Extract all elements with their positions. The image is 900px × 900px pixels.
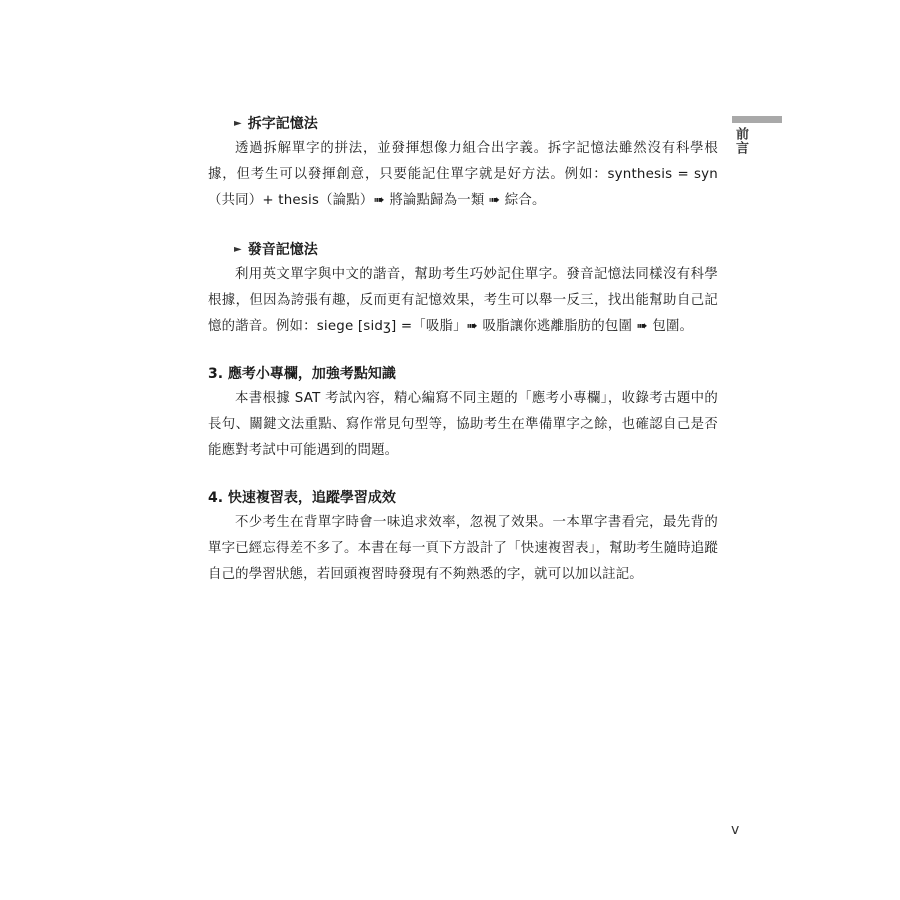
column-section-heading: 3. 應考小專欄，加強考點知識 [208,366,396,382]
sound-method-heading [234,238,718,262]
review-section-heading: 4. 快速複習表，追蹤學習成效 [208,490,396,506]
split-method-heading-text: 拆字記憶法 [247,116,318,132]
triangle-bullet-icon: ► [234,244,242,255]
split-method-heading [234,112,718,136]
split-method-paragraph: 透過拆解單字的拼法，並發揮想像力組合出字義。拆字記憶法雖然沒有科學根據，但考生可以發揮創意，只要能記住單字就是好方法。例如：synthesis = syn（共同）+ thesis（論點）➠ 將論點歸為一類 ➠ 綜合。 [208,141,718,208]
chapter-tab-bar [732,116,782,123]
sound-method-paragraph: 利用英文單字與中文的諧音，幫助考生巧妙記住單字。發音記憶法同樣沒有科學根據，但因為誇張有趣，反而更有記憶效果，考生可以舉一反三，找出能幫助自己記憶的諧音。例如：siege [sidʒ] =「吸脂」➠ 吸脂讓你逃離脂肪的包圍 ➠ 包圍。 [208,267,718,334]
review-section-paragraph: 不少考生在背單字時會一味追求效率，忽視了效果。一本單字書看完，最先背的單字已經忘得差不多了。本書在每一頁下方設計了「快速複習表」，幫助考生隨時追蹤自己的學習狀態，若回頭複習時發現有不夠熟悉的字，就可以加以註記。 [208,515,718,582]
page-number: v [731,822,740,838]
triangle-bullet-icon: ► [234,118,242,129]
column-section-paragraph: 本書根據 SAT 考試內容，精心編寫不同主題的「應考小專欄」，收錄考古題中的長句、關鍵文法重點、寫作常見句型等，協助考生在準備單字之餘，也確認自己是否能應對考試中可能遇到的問題。 [208,391,718,458]
sound-method-heading-text: 發音記憶法 [247,242,318,258]
chapter-tab-label: 前言 [733,127,748,155]
page-content [208,112,718,588]
